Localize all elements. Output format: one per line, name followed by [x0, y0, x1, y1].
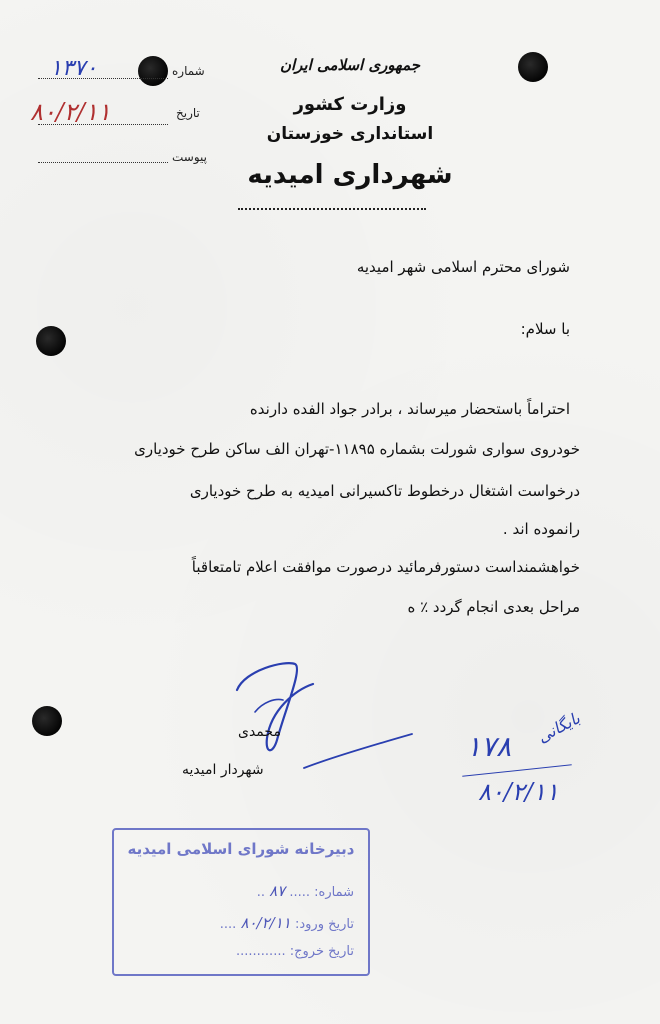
punch-hole-lower-left	[32, 706, 62, 736]
header-municipality: شهرداری امیدیه	[247, 160, 453, 190]
greeting: با سلام:	[520, 320, 570, 338]
date-label: تاریخ	[176, 106, 200, 120]
body-line-5: خواهشمنداست دستورفرمائید درصورت موافقت اعلام تامتعاقباً	[191, 558, 580, 576]
stamp-number-value: ۸۷	[269, 882, 286, 900]
attachment-label: پیوست	[172, 150, 207, 164]
punch-hole-mid-left	[36, 326, 66, 356]
stamp-title: دبیرخانه شورای اسلامی امیدیه	[127, 840, 355, 858]
body-line-4: رانموده اند .	[502, 520, 580, 538]
body-line-2: خودروی سواری شورلت بشماره ۱۱۸۹۵-تهران الف ساکن طرح خودیاری	[134, 440, 580, 458]
addressee: شورای محترم اسلامی شهر امیدیه	[356, 258, 570, 276]
punch-hole-top-left	[138, 56, 168, 86]
annotation-received-label: بایگانی	[534, 708, 584, 747]
stamp-entry-date-label: تاریخ ورود:	[294, 917, 354, 932]
annotation-date: ۸۰/۲/۱۱	[478, 778, 559, 806]
body-line-6: مراحل بعدی انجام گردد ٪ ه	[407, 598, 580, 616]
stamp-entry-date-dots: ....	[219, 917, 237, 932]
secretariat-stamp	[112, 828, 370, 976]
stamp-number-label: شماره:	[314, 885, 354, 900]
signatory-title: شهردار امیدیه	[182, 762, 264, 778]
number-label: شماره	[172, 64, 205, 78]
stamp-entry-date-value: ۸۰/۲/۱۱	[240, 914, 291, 932]
body-line-3: درخواست اشتغال درخطوط تاکسیرانی امیدیه به طرح خودیاری	[189, 482, 580, 500]
header-governorate: استانداری خوزستان	[266, 124, 434, 144]
annotation-number: ۱۷۸	[466, 730, 512, 763]
number-value: ۱۳۷۰	[50, 56, 98, 81]
header-ministry: وزارت کشور	[293, 94, 407, 115]
signatory-name: محمدی	[238, 724, 281, 740]
stamp-number-dots: .....	[285, 885, 311, 900]
signature-flourish	[300, 728, 420, 778]
stamp-exit-date-label: تاریخ خروج:	[289, 944, 354, 959]
punch-hole-top-right	[518, 52, 548, 82]
body-line-1: احتراماً باستحضار میرساند ، برادر جواد الفده دارنده	[249, 400, 570, 418]
annotation-underline	[462, 764, 572, 776]
date-value: ۸۰/۲/۱۱	[30, 98, 111, 126]
stamp-entry-date-row	[220, 914, 354, 932]
stamp-number-row	[257, 882, 354, 900]
header-divider	[238, 208, 426, 210]
header-republic: جمهوری اسلامی ایران	[279, 56, 421, 74]
attachment-dots	[38, 162, 168, 163]
stamp-exit-date-dots: ............	[236, 944, 286, 959]
stamp-number-dots-end: ..	[256, 885, 265, 900]
stamp-exit-date-row	[236, 944, 354, 959]
